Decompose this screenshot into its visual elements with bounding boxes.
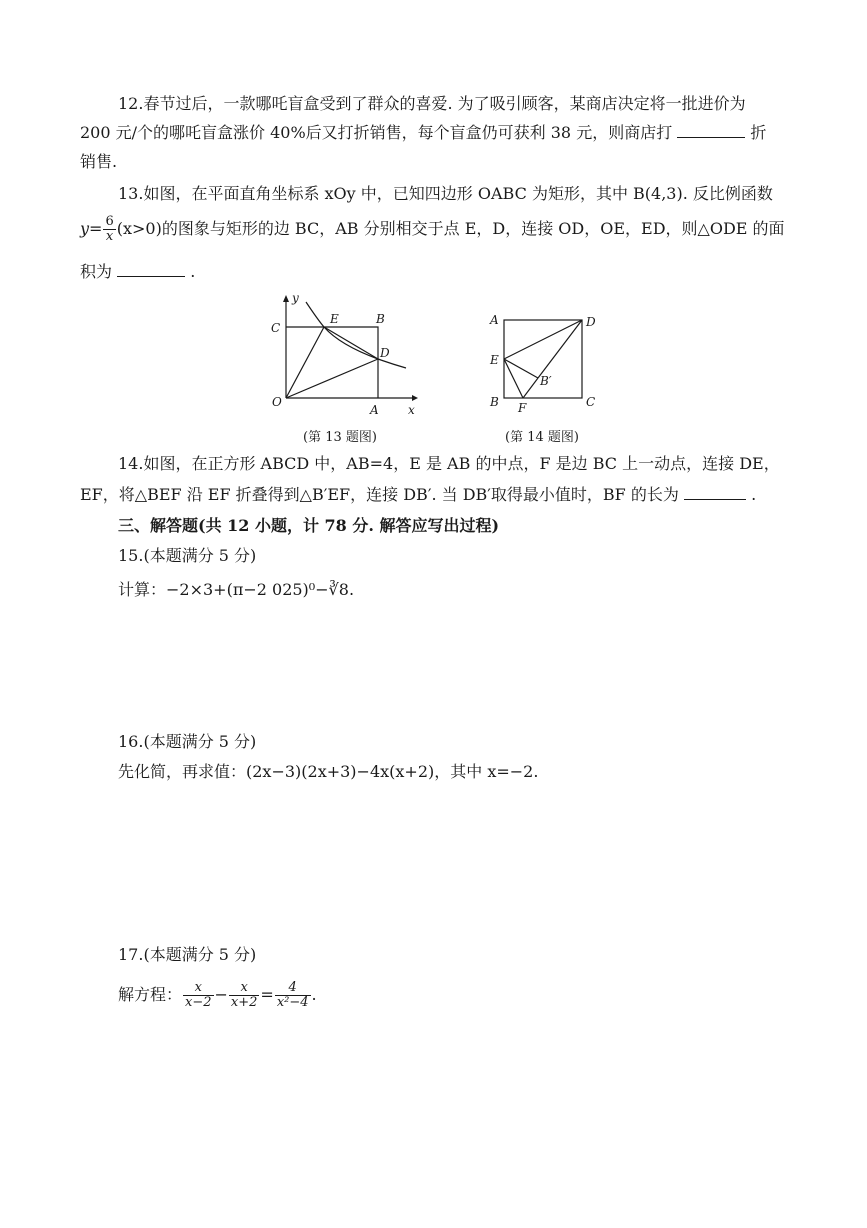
q17-fraction-3-den: x²−4 — [276, 995, 309, 1010]
q13-line-2-text: (x>0)的图象与矩形的边 BC，AB 分别相交于点 E，D，连接 OD，OE，ED，则△ODE 的面 — [116, 219, 785, 238]
fig13-label-y: y — [292, 291, 299, 305]
q15-header: 15.(本题满分 5 分) — [118, 546, 257, 565]
fig13-label-D: D — [380, 346, 390, 360]
fig13-label-O: O — [272, 395, 282, 409]
q12-line-2 — [80, 123, 766, 143]
q13-line-1: 13.如图，在平面直角坐标系 xOy 中，已知四边形 OABC 为矩形，其中 B(4,3). 反比例函数 — [118, 184, 773, 203]
q12-line-2-text: 200 元/个的哪吒盲盒涨价 40%后又打折销售，每个盲盒仍可获利 38 元，则商店打 — [80, 123, 673, 142]
figure-14-svg — [478, 300, 608, 420]
q17-fraction-1-num: x — [183, 981, 214, 996]
q12-line-3: 销售. — [80, 152, 118, 171]
q16-body: 先化简，再求值：(2x−3)(2x+3)−4x(x+2)，其中 x=−2. — [118, 762, 539, 781]
q14-line-2-end: . — [751, 485, 757, 504]
fig13-label-C: C — [271, 321, 281, 335]
fraction-6-over-x — [103, 215, 115, 244]
q14-line-2-text: EF，将△BEF 沿 EF 折叠得到△B′EF，连接 DB′. 当 DB′取得最小值时，BF 的长为 — [80, 485, 679, 504]
q13-line-3 — [80, 262, 195, 282]
q17-fraction-1-den: x−2 — [185, 995, 212, 1010]
figure-14 — [478, 300, 608, 420]
q17-fraction-2-den: x+2 — [230, 995, 258, 1010]
q13-line-3-end: . — [190, 262, 196, 281]
q17-fraction-3 — [275, 981, 311, 1010]
fig14-label-C: C — [586, 395, 596, 409]
q17-minus: − — [214, 985, 228, 1004]
q14-line-2 — [80, 485, 756, 505]
figure-13 — [262, 290, 422, 420]
q13-line-3-text: 积为 — [80, 262, 113, 281]
fig14-label-E: E — [490, 353, 499, 367]
q14-line-1: 14.如图，在正方形 ABCD 中，AB=4，E 是 AB 的中点，F 是边 BC 上一动点，连接 DE， — [118, 454, 780, 473]
answer-blank-q12[interactable] — [677, 123, 745, 138]
fig13-label-B: B — [376, 312, 385, 326]
fig14-label-F: F — [518, 401, 527, 415]
fig14-label-Bprime: B′ — [540, 374, 552, 388]
q12-line-1: 12.春节过后，一款哪吒盲盒受到了群众的喜爱. 为了吸引顾客，某商店决定将一批进价为 — [118, 94, 746, 113]
q17-header: 17.(本题满分 5 分) — [118, 945, 257, 964]
figure-13-svg — [262, 290, 422, 420]
answer-blank-q14[interactable] — [684, 485, 746, 500]
q17-fraction-3-num: 4 — [275, 981, 311, 996]
q17-body — [118, 978, 317, 1012]
q16-header: 16.(本题满分 5 分) — [118, 732, 257, 751]
fig14-label-A: A — [490, 313, 499, 327]
q17-fraction-2-num: x — [229, 981, 260, 996]
figure-13-caption: (第 13 题图) — [303, 430, 377, 445]
fraction-denominator: x — [105, 229, 114, 244]
answer-blank-q13[interactable] — [117, 262, 185, 277]
section-3-header: 三、解答题(共 12 小题，计 78 分. 解答应写出过程) — [118, 516, 500, 535]
fig13-label-x: x — [408, 403, 415, 417]
q17-fraction-1 — [183, 981, 214, 1010]
q17-equals: = — [260, 985, 274, 1004]
fig13-label-A: A — [370, 403, 379, 417]
fig14-label-B: B — [490, 395, 499, 409]
fraction-numerator: 6 — [105, 214, 114, 229]
q13-y-eq: y= — [80, 219, 103, 238]
q17-fraction-2 — [229, 981, 260, 1010]
q12-line-2-end: 折 — [750, 123, 767, 142]
fig14-label-D: D — [586, 315, 596, 329]
q17-end: . — [311, 985, 317, 1004]
q17-prefix: 解方程： — [118, 985, 183, 1004]
q13-line-2 — [80, 214, 785, 244]
fig13-label-E: E — [330, 312, 339, 326]
q15-body: 计算：−2×3+(π−2 025)⁰−∛8. — [118, 580, 355, 599]
figure-14-caption: (第 14 题图) — [505, 430, 579, 445]
